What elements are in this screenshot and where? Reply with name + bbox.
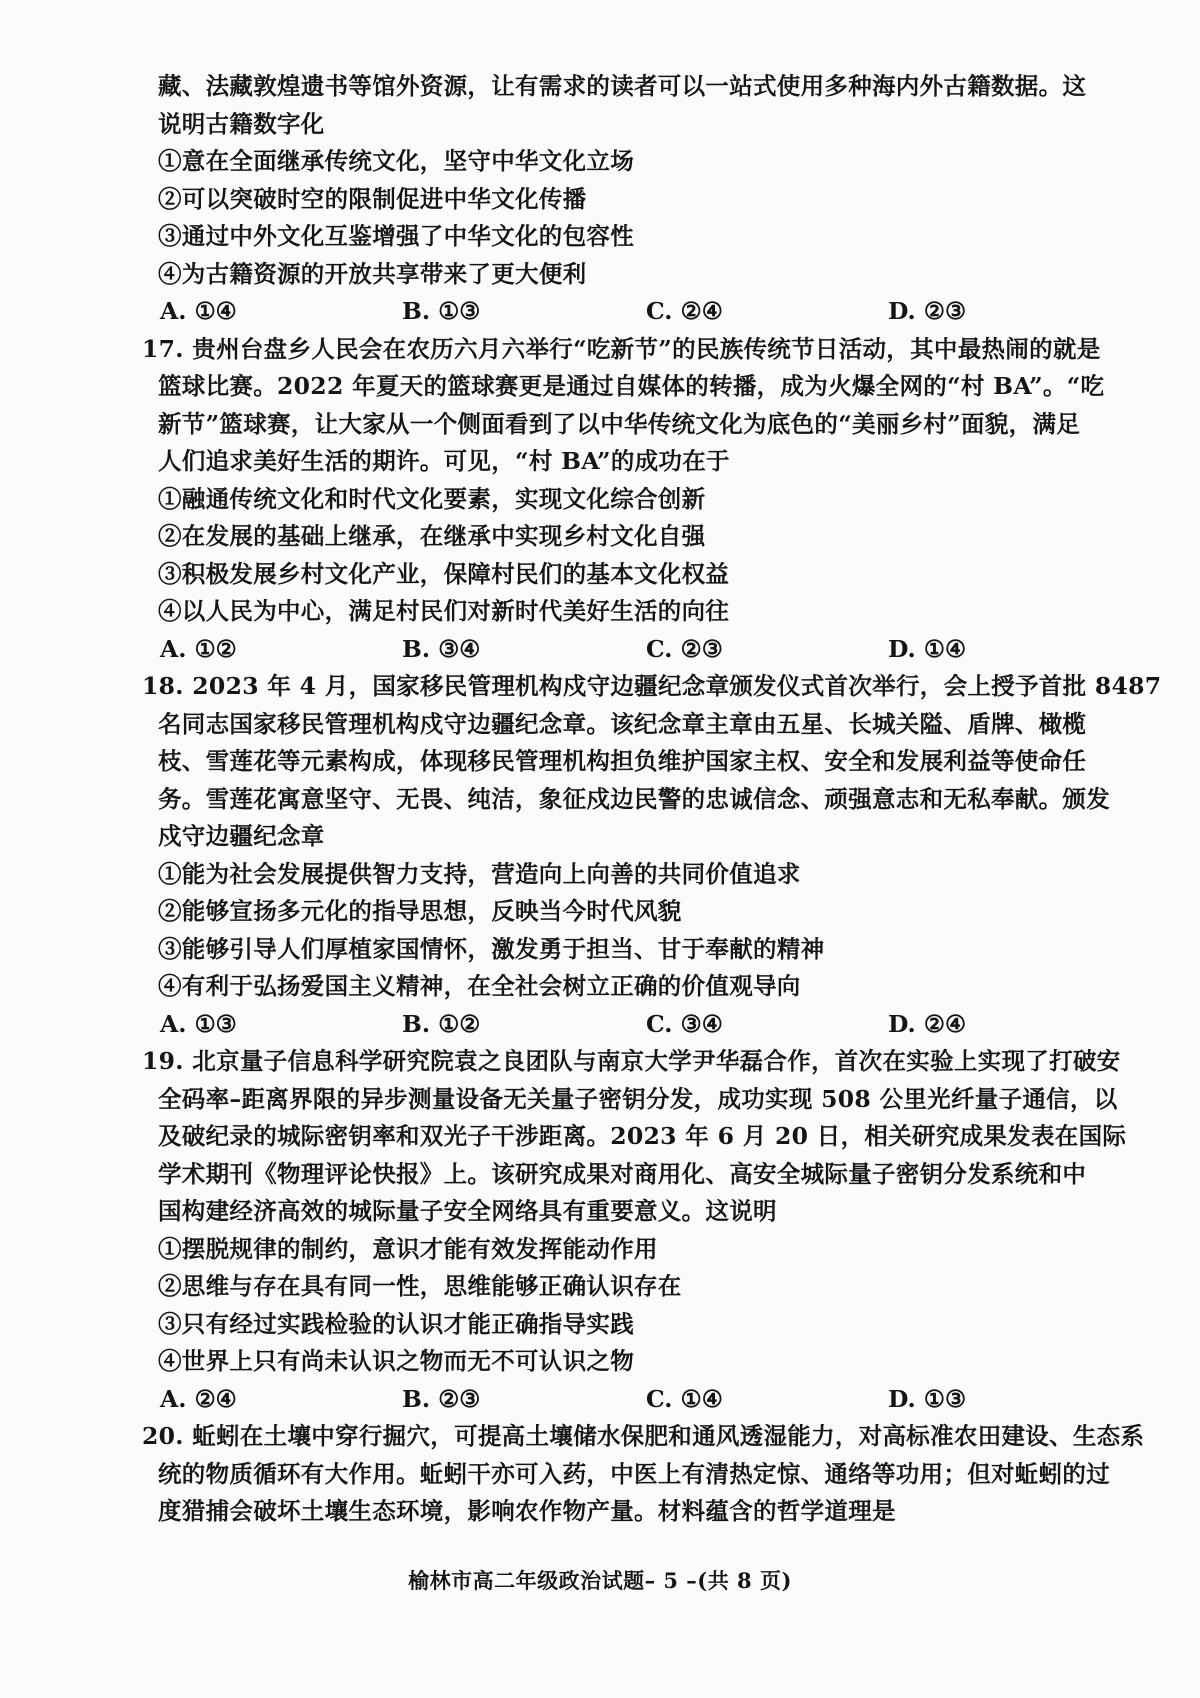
option-1: ①摆脱规律的制约，意识才能有效发挥能动作用 — [158, 1234, 658, 1263]
question-text-line: 度猎捕会破坏土壤生态环境，影响农作物产量。材料蕴含的哲学道理是 — [158, 1497, 896, 1525]
choice-b: B. ①② — [402, 1009, 481, 1038]
option-2: ②能够宣扬多元化的指导思想，反映当今时代风貌 — [158, 897, 682, 925]
choice-a: A. ①④ — [160, 297, 237, 325]
question-text-line: 名同志国家移民管理机构戍守边疆纪念章。该纪念章主章由五星、长城关隘、盾牌、橄榄 — [158, 709, 1087, 738]
answer-choices — [158, 293, 1108, 331]
question-stem: 17. 贵州台盘乡人民会在农历六月六举行“吃新节”的民族传统节日活动，其中最热闹的就是 — [142, 334, 1101, 363]
option-3: ③只有经过实践检验的认识才能正确指导实践 — [158, 1309, 634, 1338]
question-text-line: 全码率–距离界限的异步测量设备无关量子密钥分发，成功实现 508 公里光纤量子通信，以 — [158, 1084, 1118, 1113]
question-text-line: 新节”篮球赛，让大家从一个侧面看到了以中华传统文化为底色的“美丽乡村”面貌，满足 — [158, 409, 1081, 438]
question-text-line: 篮球比赛。2022 年夏天的篮球赛更是通过自媒体的转播，成为火爆全网的“村 BA”。“吃 — [158, 372, 1105, 400]
choice-d: D. ①③ — [888, 1384, 967, 1413]
option-3: ③通过中外文化互鉴增强了中华文化的包容性 — [158, 222, 634, 250]
option-1: ①意在全面继承传统文化，坚守中华文化立场 — [158, 147, 634, 175]
question-text-line: 藏、法藏敦煌遗书等馆外资源，让有需求的读者可以一站式使用多种海内外古籍数据。这 — [158, 72, 1087, 100]
answer-choices — [158, 1006, 1108, 1044]
choice-b: B. ①③ — [402, 297, 481, 325]
choice-d: D. ①④ — [888, 634, 967, 663]
option-3: ③能够引导人们厚植家国情怀，激发勇于担当、甘于奉献的精神 — [158, 934, 825, 963]
question-17 — [142, 331, 1108, 669]
option-4: ④以人民为中心，满足村民们对新时代美好生活的向往 — [158, 597, 730, 625]
question-text-line: 务。雪莲花寓意坚守、无畏、纯洁，象征戍边民警的忠诚信念、顽强意志和无私奉献。颁发 — [158, 784, 1110, 813]
question-text-line: 学术期刊《物理评论快报》上。该研究成果对商用化、高安全城际量子密钥分发系统和中 — [158, 1159, 1087, 1188]
page-footer: 榆林市高二年级政治试题– 5 –(共 8 页) — [408, 1568, 792, 1593]
question-text-line: 国构建经济高效的城际量子安全网络具有重要意义。这说明 — [158, 1197, 777, 1225]
choice-d: D. ②③ — [888, 297, 967, 325]
option-4: ④世界上只有尚未认识之物而无不可认识之物 — [158, 1347, 634, 1375]
option-3: ③积极发展乡村文化产业，保障村民们的基本文化权益 — [158, 559, 730, 588]
question-text-line: 戍守边疆纪念章 — [158, 822, 325, 850]
question-text-line: 及破纪录的城际密钥率和双光子干涉距离。2023 年 6 月 20 日，相关研究成果发表在国际 — [158, 1122, 1127, 1150]
question-19 — [142, 1043, 1127, 1418]
question-18 — [142, 668, 1162, 1043]
choice-c: C. ②③ — [646, 634, 723, 663]
page-content — [142, 68, 1162, 1531]
option-4: ④有利于弘扬爱国主义精神，在全社会树立正确的价值观导向 — [158, 972, 801, 1000]
question-text-line: 枝、雪莲花等元素构成，体现移民管理机构担负维护国家主权、安全和发展利益等使命任 — [158, 747, 1087, 775]
answer-choices — [158, 631, 1108, 669]
choice-b: B. ②③ — [402, 1384, 481, 1413]
option-2: ②可以突破时空的限制促进中华文化传播 — [158, 184, 587, 213]
question-stem: 20. 蚯蚓在土壤中穿行掘穴，可提高土壤储水保肥和通风透湿能力，对高标准农田建设、生态系 — [142, 1422, 1145, 1450]
choice-c: C. ③④ — [646, 1009, 723, 1038]
choice-a: A. ②④ — [160, 1384, 237, 1413]
question-20 — [142, 1418, 1145, 1531]
choice-c: C. ①④ — [646, 1384, 723, 1413]
option-1: ①能为社会发展提供智力支持，营造向上向善的共同价值追求 — [158, 859, 801, 888]
choice-c: C. ②④ — [646, 297, 723, 325]
question-stem: 19. 北京量子信息科学研究院袁之良团队与南京大学尹华磊合作，首次在实验上实现了打破安 — [142, 1047, 1121, 1075]
option-1: ①融通传统文化和时代文化要素，实现文化综合创新 — [158, 484, 706, 513]
choice-a: A. ①③ — [160, 1009, 237, 1038]
answer-choices — [158, 1381, 1108, 1419]
option-4: ④为古籍资源的开放共享带来了更大便利 — [158, 259, 587, 288]
choice-d: D. ②④ — [888, 1009, 967, 1038]
question-text-line: 说明古籍数字化 — [158, 109, 325, 138]
question-text-line: 统的物质循环有大作用。蚯蚓干亦可入药，中医上有清热定惊、通络等功用；但对蚯蚓的过 — [158, 1459, 1110, 1488]
choice-a: A. ①② — [160, 634, 237, 663]
option-2: ②思维与存在具有同一性，思维能够正确认识存在 — [158, 1272, 682, 1300]
choice-b: B. ③④ — [402, 634, 481, 663]
option-2: ②在发展的基础上继承，在继承中实现乡村文化自强 — [158, 522, 706, 550]
question-text-line: 人们追求美好生活的期许。可见，“村 BA”的成功在于 — [158, 447, 730, 475]
question-stem: 18. 2023 年 4 月，国家移民管理机构戍守边疆纪念章颁发仪式首次举行，会上授予首批 8487 — [142, 672, 1162, 700]
question-16-tail — [158, 68, 1108, 331]
